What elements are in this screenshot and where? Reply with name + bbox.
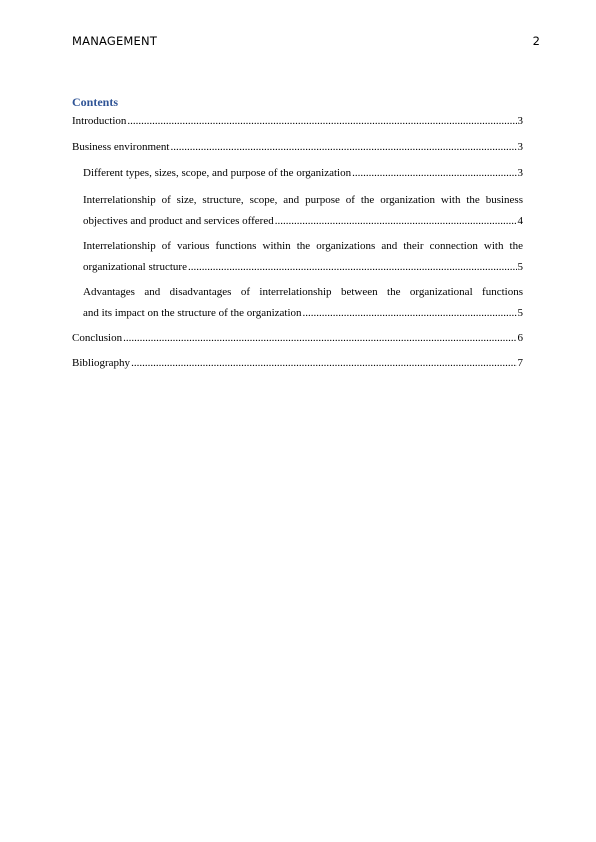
toc-entry-label: Bibliography [72,357,131,369]
toc-entry-label: Introduction [72,115,127,127]
dot-leader [123,331,516,346]
toc-entry-label-line2: organizational structure [83,261,187,273]
toc-entry-label: Conclusion [72,332,123,344]
toc-entry-label-line1: Advantages and disadvantages of interrelationship between the organizational functions [83,286,523,298]
toc-entry-business-environment[interactable] [72,140,523,155]
toc-entry-interrelationship-size[interactable] [83,190,523,232]
toc-entry-page: 7 [517,357,523,369]
dot-leader [131,356,516,371]
table-of-contents [72,95,523,382]
toc-entry-advantages-disadvantages[interactable] [83,282,523,324]
dot-leader [170,140,516,155]
toc-entry-label-line1: Interrelationship of various functions within the organizations and their connection with the [83,240,523,252]
dot-leader [352,166,516,181]
toc-entry-conclusion[interactable] [72,331,523,346]
toc-entry-page: 5 [517,261,523,273]
toc-entry-page: 3 [517,167,523,179]
toc-entry-label-line1: Interrelationship of size, structure, scope, and purpose of the organization with the business [83,194,523,206]
toc-entry-different-types[interactable] [83,166,523,181]
toc-entry-page: 3 [517,141,523,153]
toc-entry-label-line2: and its impact on the structure of the organization [83,307,302,319]
dot-leader [275,211,517,232]
dot-leader [127,114,516,129]
toc-entry-introduction[interactable] [72,114,523,129]
page-number: 2 [532,34,540,48]
toc-entry-label-line2: objectives and product and services offered [83,215,274,227]
toc-entry-page: 3 [517,115,523,127]
toc-entry-page: 5 [517,307,523,319]
toc-entry-label: Business environment [72,141,170,153]
toc-entry-page: 4 [517,215,523,227]
toc-heading: Contents [72,95,119,109]
dot-leader [303,303,517,324]
toc-entry-page: 6 [517,332,523,344]
running-header-title: MANAGEMENT [72,34,158,48]
toc-entry-label: Different types, sizes, scope, and purpose of the organization [83,167,352,179]
toc-entry-bibliography[interactable] [72,356,523,371]
dot-leader [188,257,517,278]
toc-entry-interrelationship-functions[interactable] [83,236,523,278]
